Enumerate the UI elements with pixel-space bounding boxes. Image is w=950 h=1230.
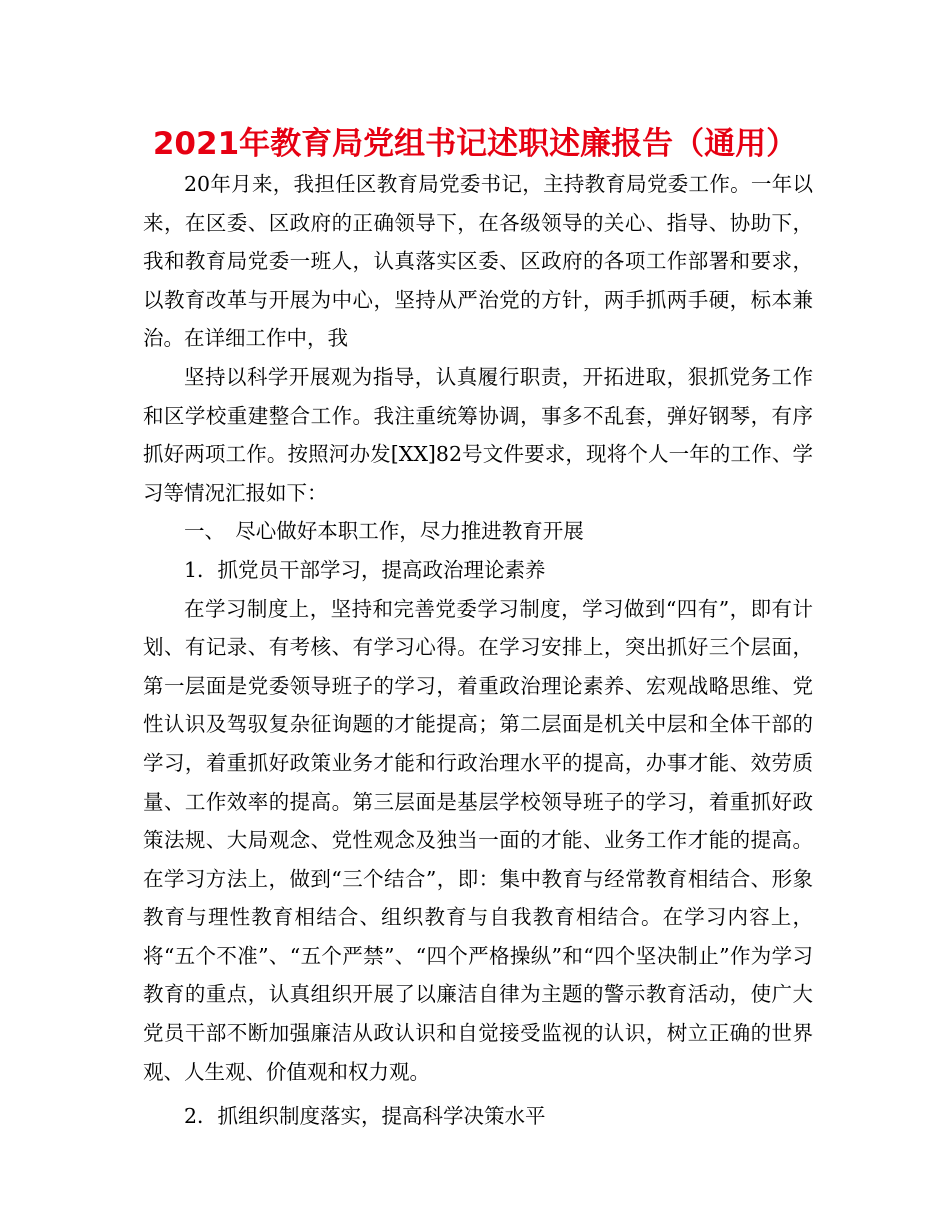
document-body [143, 165, 813, 1136]
paragraph-overview: 坚持以科学开展观为指导，认真履行职责，开拓进取，狠抓党务工作和区学校重建整合工作。我注重统筹协调，事多不乱套，弹好钢琴，有序抓好两项工作。按照河办发[XX]82号文件要求，现将个人一年的工作、学习等情况汇报如下： [143, 364, 813, 505]
subsection-heading-2: 2．抓组织制度落实，提高科学决策水平 [184, 1104, 546, 1129]
paragraph-intro: 20年月来，我担任区教育局党委书记，主持教育局党委工作。一年以来，在区委、区政府的正确领导下，在各级领导的关心、指导、协助下，我和教育局党委一班人，认真落实区委、区政府的各项工作部署和要求，以教育改革与开展为中心，坚持从严治党的方针，两手抓两手硬，标本兼治。在详细工作中，我 [143, 172, 813, 351]
subsection-heading-1: 1．抓党员干部学习，提高政治理论素养 [184, 557, 546, 582]
section-heading-1: 一、 尽心做好本职工作，尽力推进教育开展 [184, 519, 584, 544]
document-title: 2021年教育局党组书记述职述廉报告（通用） [152, 126, 798, 162]
paragraph-study: 在学习制度上，坚持和完善党委学习制度，学习做到“四有”，即有计划、有记录、有考核、有学习心得。在学习安排上，突出抓好三个层面，第一层面是党委领导班子的学习，着重政治理论素养、宏观战略思维、党性认识及驾驭复杂征询题的才能提高；第二层面是机关中层和全体干部的学习，着重抓好政策业务才能和行政治理水平的提高，办事才能、效劳质量、工作效率的提高。第三层面是基层学校领导班子的学习，着重抓好政策法规、大局观念、党性观念及独当一面的才能、业务工作才能的提高。在学习方法上，做到“三个结合”，即：集中教育与经常教育相结合、形象教育与理性教育相结合、组织教育与自我教育相结合。在学习内容上，将“五个不准”、“五个严禁”、“四个严格操纵”和“四个坚决制止”作为学习教育的重点，认真组织开展了以廉洁自律为主题的警示教育活动，使广大党员干部不断加强廉洁从政认识和自觉接受监视的认识，树立正确的世界观、人生观、价值观和权力观。 [143, 596, 813, 1084]
